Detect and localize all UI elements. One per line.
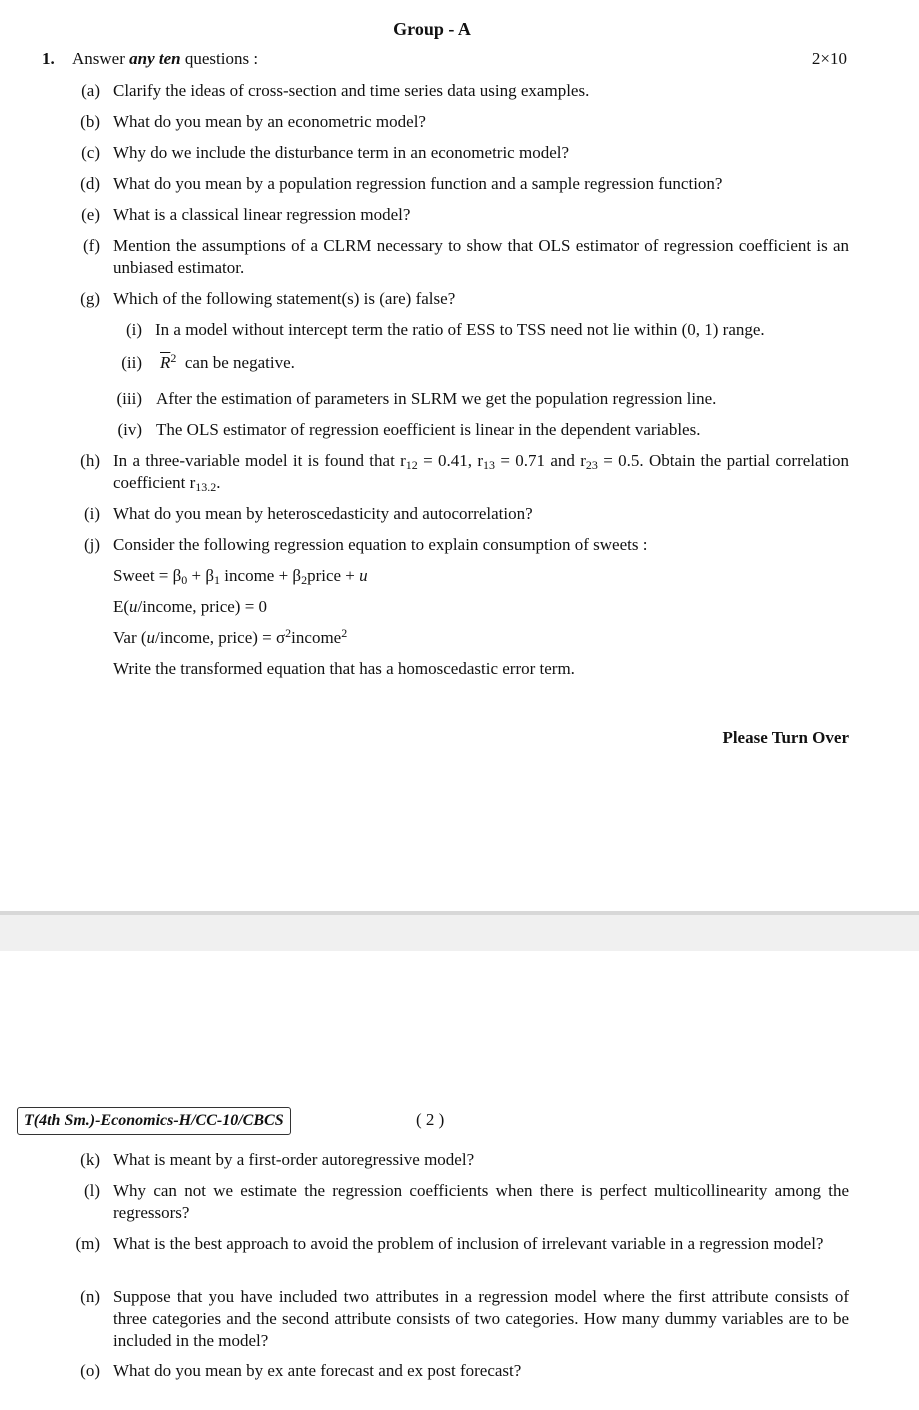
item-j-label: (j) [83,535,100,554]
item-n-label: (n) [80,1287,100,1306]
item-f-text: Mention the assumptions of a CLRM necessary to show that OLS estimator of regression coefficient is an unbiased estimator. [113,236,849,277]
item-c-text: Why do we include the disturbance term in an econometric model? [113,143,570,162]
equation-expectation: E(u/income, price) = 0 [113,597,268,616]
item-o-label: (o) [80,1361,100,1380]
page-separator [0,911,919,951]
equation-variance: Var (u/income, price) = $\sigma^2income^2$ [113,626,348,647]
item-i-text: What do you mean by heteroscedasticity and autocorrelation? [113,504,533,523]
item-o-text: What do you mean by ex ante forecast and ex post forecast? [113,1361,522,1380]
item-g-sub-text: The OLS estimator of regression eoefficient is linear in the dependent variables. [156,420,701,439]
item-e-label: (e) [81,205,100,224]
equation-regression: Sweet = $\beta_0 + \beta_1$ income + $\beta_2price + u$ [113,566,368,587]
item-a-text: Clarify the ideas of cross-section and time series data using examples. [113,81,590,100]
r-bar-symbol: $\overline{R}$ [160,353,171,372]
item-f-label: (f) [83,236,100,255]
item-g-sub-label: (i) [125,320,142,339]
item-c-label: (c) [81,143,100,162]
item-e-text: What is a classical linear regression model? [113,205,411,224]
question-number: 1. [42,49,55,68]
question-instruction: Answer any ten questions : [72,49,259,68]
paper-code-box: T(4th Sm.)-Economics-H/CC-10/CBCS [17,1107,291,1135]
please-turn-over: Please Turn Over [722,728,849,747]
item-l-label: (l) [83,1181,100,1200]
item-k-text: What is meant by a first-order autoregressive model? [113,1150,475,1169]
item-l-text: Why can not we estimate the regression coefficients when there is perfect multicollinearity among the regressors? [113,1181,849,1222]
item-k-label: (k) [80,1150,100,1169]
item-j-text: Consider the following regression equation to explain consumption of sweets : [113,535,648,554]
item-m-text: What is the best approach to avoid the problem of inclusion of irrelevant variable in a regression model? [113,1234,824,1253]
item-g-text: Which of the following statement(s) is (are) false? [113,289,456,308]
item-g-sub-label: (ii) [121,353,142,372]
item-g-label: (g) [80,289,100,308]
item-b-text: What do you mean by an econometric model? [113,112,426,131]
item-a-label: (a) [81,81,100,100]
item-g-sub-label: (iv) [117,420,142,439]
item-g-sub-text: After the estimation of parameters in SLRM we get the population regression line. [156,389,717,408]
item-d-text: What do you mean by a population regression function and a sample regression function? [113,174,723,193]
item-m-label: (m) [75,1234,100,1253]
item-d-label: (d) [80,174,100,193]
marks-allocation: 2×10 [811,49,847,68]
page-number: ( 2 ) [416,1110,445,1129]
item-g-sub-text: In a model without intercept term the ratio of ESS to TSS need not lie within (0, 1) range. [155,320,765,339]
group-title: Group - A [393,19,471,39]
item-h-text: In a three-variable model it is found that $r_{12} = 0.41$, $r_{13} = 0.71$ and $r_{23} = 0.5$. Obtain the partial correlation coefficient $r_{13.2}$. [113,451,849,494]
item-i-label: (i) [83,504,100,523]
item-g-sub-label: (iii) [116,389,142,408]
item-n-text: Suppose that you have included two attributes in a regression model where the first attribute consists of three categories and the second attribute consists of two categories. How many dummy variables are to be included in the model? [113,1287,849,1350]
item-h-label: (h) [80,451,100,470]
item-b-label: (b) [80,112,100,131]
item-j-conclusion: Write the transformed equation that has a homoscedastic error term. [113,659,575,678]
item-g-sub-text: $\overline{R}^2$ can be negative. [160,351,295,372]
